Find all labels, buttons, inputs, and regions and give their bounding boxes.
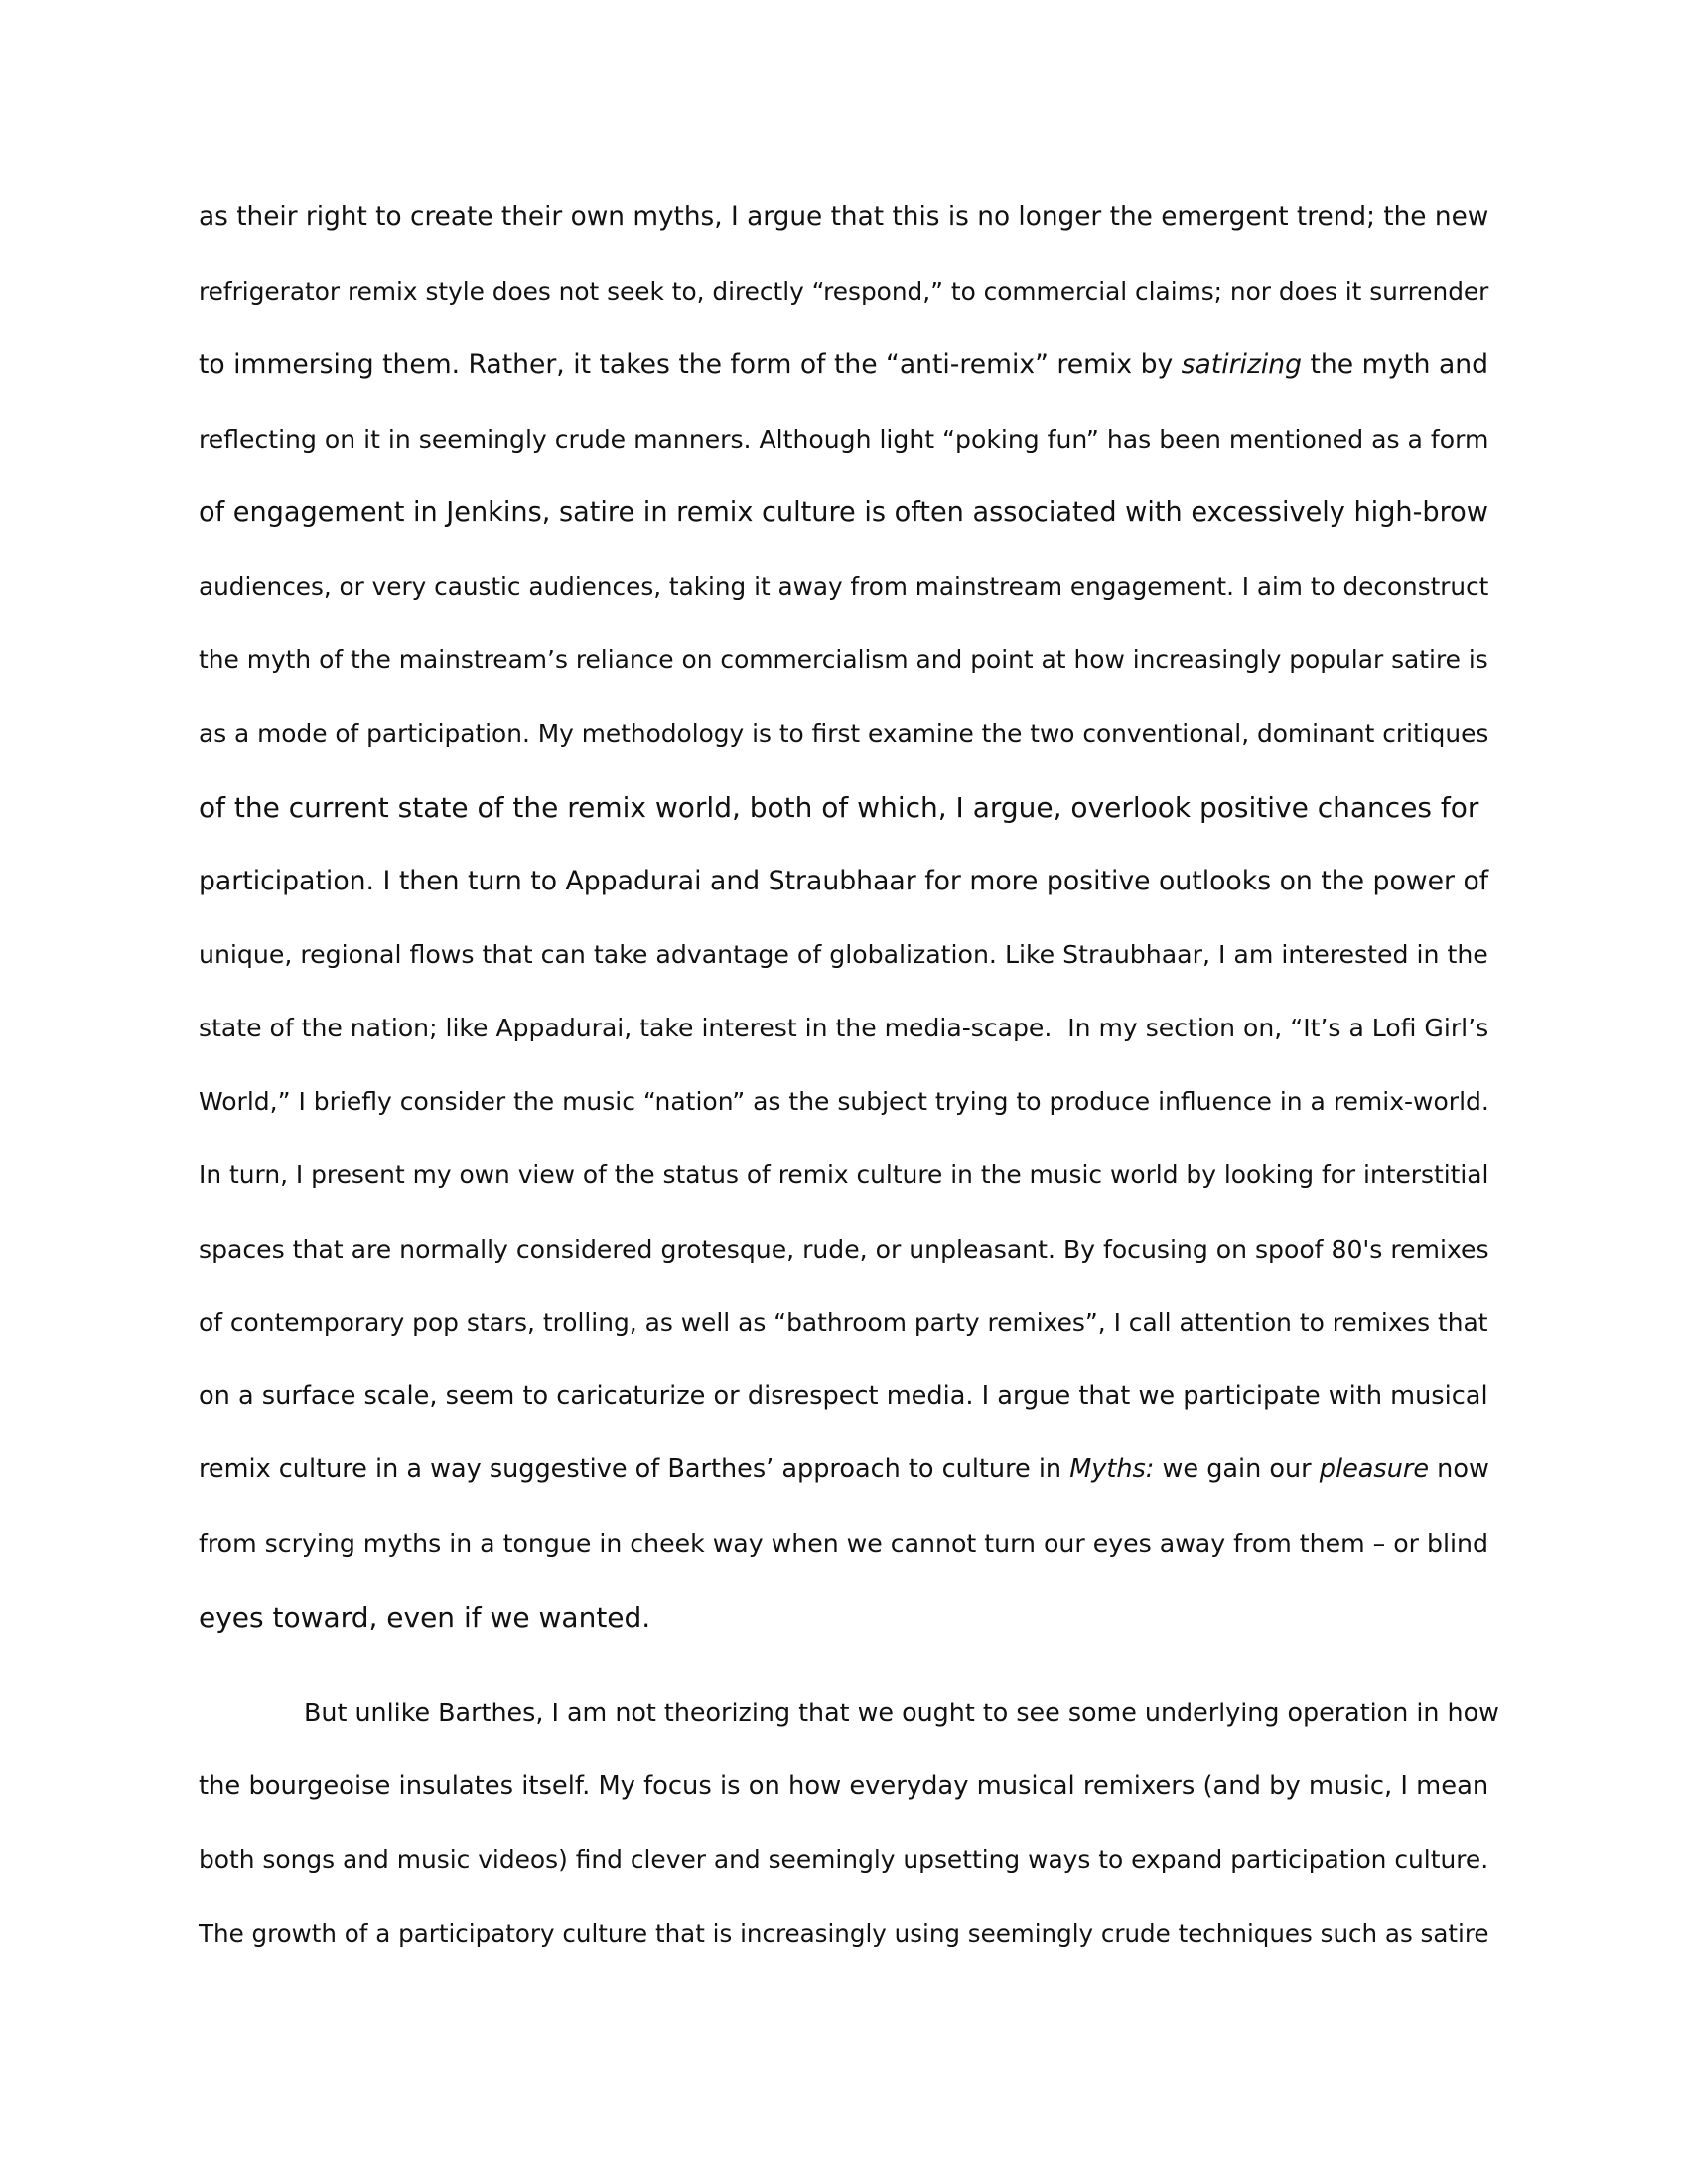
- text-line: [199, 1006, 1489, 1079]
- text-line: [199, 1153, 1489, 1226]
- text-segment: The growth of a participatory culture that is increasingly using seemingly crude techniques such as satire: [199, 1919, 1489, 1949]
- text-segment: audiences, or very caustic audiences, taking it away from mainstream engagement. I aim to deconstruct: [199, 571, 1489, 601]
- text-line: [199, 1227, 1489, 1300]
- italic-text: satirizing: [1181, 349, 1303, 381]
- text-segment: remix culture in a way suggestive of Barthes’ approach to culture in: [199, 1454, 1070, 1485]
- text-segment: unique, regional flows that can take advantage of globalization. Like Straubhaar, I am interested in the: [199, 939, 1488, 969]
- text-segment: the myth and: [1302, 349, 1488, 381]
- text-line: [199, 1595, 1489, 1669]
- text-segment: as their right to create their own myths, I argue that this is no longer the emergent trend; the new: [199, 203, 1489, 232]
- text-segment: from scrying myths in a tongue in cheek way when we cannot turn our eyes away from them – or blind: [199, 1529, 1488, 1559]
- italic-text: pleasure: [1319, 1454, 1430, 1485]
- text-line: [199, 932, 1489, 1006]
- text-line: [199, 711, 1489, 784]
- text-line: [199, 1838, 1489, 1911]
- text-segment: World,” I briefly consider the music “nation” as the subject trying to produce influence in a remix-world.: [199, 1087, 1489, 1117]
- text-line: [199, 196, 1489, 269]
- text-segment: as a mode of participation. My methodology is to first examine the two conventional, dominant critiques: [199, 719, 1489, 749]
- text-segment: the myth of the mainstream’s reliance on commercialism and point at how increasingly popular satire is: [199, 645, 1488, 675]
- text-segment: participation. I then turn to Appadurai and Straubhaar for more positive outlooks on the power of: [199, 865, 1489, 896]
- text-segment: reflecting on it in seemingly crude manners. Although light “poking fun” has been mentioned as a form: [199, 424, 1489, 454]
- text-segment: eyes toward, even if we wanted.: [199, 1600, 651, 1634]
- text-line: [199, 417, 1489, 490]
- text-line: [199, 1764, 1489, 1838]
- text-line: [199, 1911, 1489, 1984]
- text-line: [199, 1079, 1489, 1153]
- text-line: [199, 859, 1489, 932]
- text-segment: In turn, I present my own view of the status of remix culture in the music world by looking for interstitial: [199, 1160, 1489, 1190]
- text-segment: of engagement in Jenkins, satire in remix culture is often associated with excessively high-brow: [199, 496, 1488, 528]
- text-segment: spaces that are normally considered grotesque, rude, or unpleasant. By focusing on spoof 80's remixes: [199, 1234, 1489, 1264]
- text-line: [199, 490, 1489, 564]
- text-segment: state of the nation; like Appadurai, take interest in the media-scape. In my section on, “It’s a Lofi Girl’s: [199, 1014, 1489, 1043]
- text-line: [199, 342, 1489, 416]
- text-segment: But unlike Barthes, I am not theorizing that we ought to see some underlying operation in how: [304, 1697, 1499, 1727]
- text-line: [199, 269, 1489, 342]
- text-segment: now: [1429, 1454, 1489, 1485]
- text-segment: of the current state of the remix world, both of which, I argue, overlook positive chances for: [199, 790, 1479, 824]
- text-line: [199, 564, 1489, 637]
- text-line: [199, 1374, 1489, 1447]
- text-segment: on a surface scale, seem to caricaturize or disrespect media. I argue that we participate with musical: [199, 1381, 1488, 1411]
- text-segment: refrigerator remix style does not seek to, directly “respond,” to commercial claims; nor does it surrender: [199, 277, 1489, 307]
- text-segment: of contemporary pop stars, trolling, as well as “bathroom party remixes”, I call attention to remixes that: [199, 1307, 1488, 1337]
- text-line: [199, 1447, 1489, 1521]
- text-segment: the bourgeoise insulates itself. My focus is on how everyday musical remixers (and by music, I mean: [199, 1770, 1489, 1801]
- text-segment: both songs and music videos) find clever and seemingly upsetting ways to expand participation culture.: [199, 1845, 1489, 1875]
- document-body: [199, 196, 1499, 1985]
- text-line: [199, 637, 1489, 711]
- text-line: [199, 1521, 1489, 1594]
- text-line: [199, 1691, 1499, 1764]
- text-line: [199, 1300, 1489, 1374]
- text-segment: we gain our: [1154, 1454, 1320, 1485]
- text-segment: to immersing them. Rather, it takes the form of the “anti-remix” remix by: [199, 349, 1182, 381]
- italic-text: Myths:: [1069, 1454, 1155, 1485]
- text-line: [199, 785, 1489, 859]
